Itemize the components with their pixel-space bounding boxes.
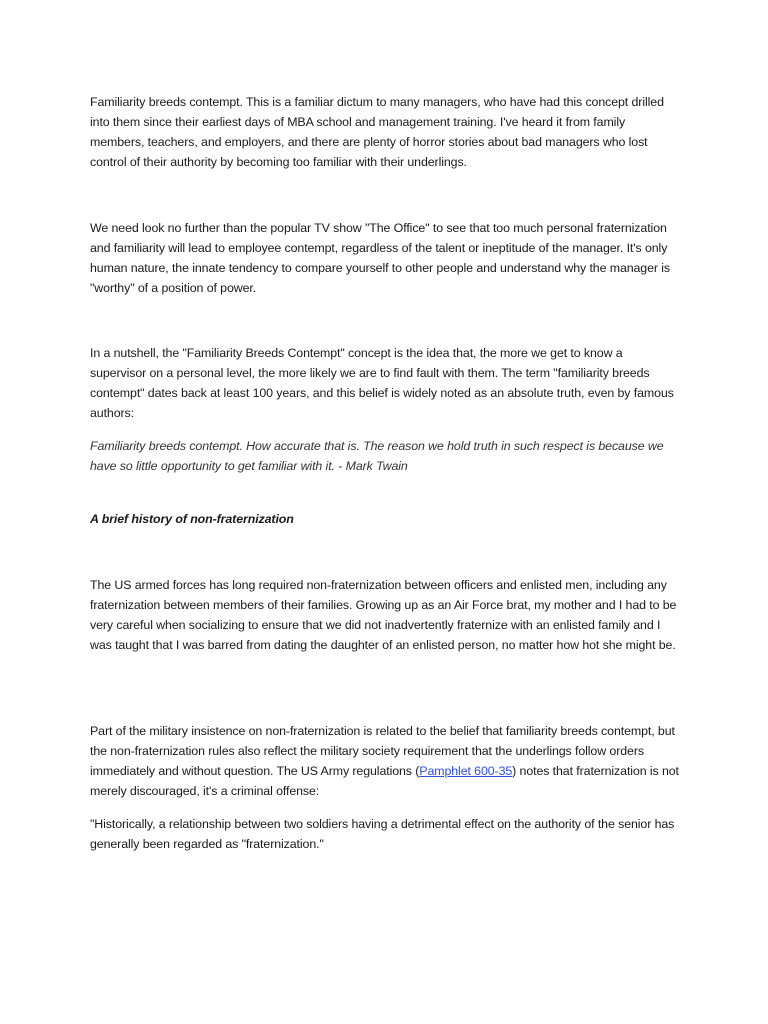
paragraph-intro: Familiarity breeds contempt. This is a familiar dictum to many managers, who have had this concept drilled into them since their earliest days of MBA school and management training. I've heard it from family members, teachers, and employers, and there are plenty of horror stories about bad managers who lost control of their authority by becoming too familiar with their underlings. <box>90 95 664 169</box>
paragraph-armed-forces: The US armed forces has long required non-fraternization between officers and enlisted men, including any fraternization between members of their families. Growing up as an Air Force brat, my mother and I had to be very careful when socializing to ensure that we did not inadvertently fraternize with an enlisted family and I was taught that I was barred from dating the daughter of an enlisted person, no matter how hot she might be. <box>90 578 677 652</box>
paragraph-the-office: We need look no further than the popular TV show "The Office" to see that too much personal fraternization and familiarity will lead to employee contempt, regardless of the talent or ineptitude of the manager. It's only human nature, the innate tendency to compare yourself to other people and understand why the manager is "worthy" of a position of power. <box>90 221 671 295</box>
paragraph-nutshell: In a nutshell, the "Familiarity Breeds Contempt" concept is the idea that, the more we get to know a supervisor on a personal level, the more likely we are to find fault with them. The term "familiarity breeds contempt" dates back at least 100 years, and this belief is widely noted as an absolute truth, even by famous authors: <box>90 346 674 420</box>
pamphlet-link[interactable]: Pamphlet 600-35 <box>419 764 513 778</box>
paragraph-military-insistence <box>90 721 680 801</box>
quote-mark-twain: Familiarity breeds contempt. How accurate that is. The reason we hold truth in such respect is because we have so little opportunity to get familiar with it. - Mark Twain <box>90 439 664 473</box>
paragraph-text-after-link: ) notes that fraternization is not merely discouraged, it's a criminal offense: <box>90 764 679 798</box>
paragraph-text-before-link: Part of the military insistence on non-fraternization is related to the belief that familiarity breeds contempt, but the non-fraternization rules also reflect the military society requirement that the underlings follow orders immediately and without question. The US Army regulations ( <box>90 724 675 778</box>
quote-army-regulation: "Historically, a relationship between two soldiers having a detrimental effect on the authority of the senior has generally been regarded as "fraternization." <box>90 817 675 851</box>
section-heading-history: A brief history of non-fraternization <box>90 512 294 526</box>
